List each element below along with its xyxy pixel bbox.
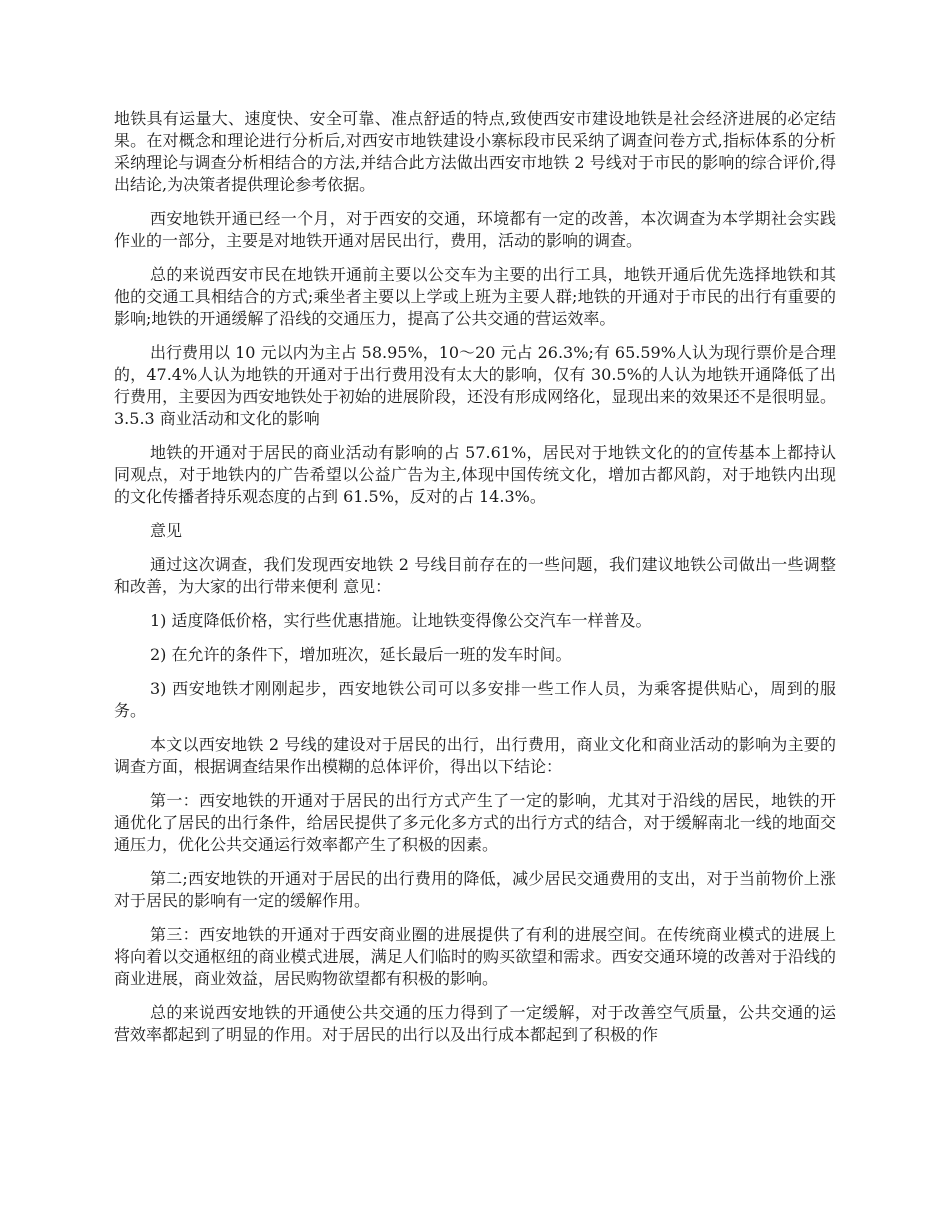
paragraph-travel-summary: 总的来说西安市民在地铁开通前主要以公交车为主要的出行工具，地铁开通后优先选择地铁和其他的交通工具相结合的方式;乘坐者主要以上学或上班为主要人群;地铁的开通对于市民的出行有重要的影响;地铁的开通缓解了沿线的交通压力，提高了公共交通的营运效率。 bbox=[114, 265, 836, 328]
conclusion-first: 第一：西安地铁的开通对于居民的出行方式产生了一定的影响，尤其对于沿线的居民，地铁的开通优化了居民的出行条件，给居民提供了多元化多方式的出行方式的结合，对于缓解南北一线的地面交通压力，优化公共交通运行效率都产生了积极的因素。 bbox=[114, 791, 836, 854]
paragraph-suggestions-intro: 通过这次调查，我们发现西安地铁 2 号线目前存在的一些问题，我们建议地铁公司做出一些调整和改善，为大家的出行带来便利 意见： bbox=[114, 555, 836, 596]
paragraph-overall-summary: 总的来说西安地铁的开通使公共交通的压力得到了一定缓解，对于改善空气质量，公共交通的运营效率都起到了明显的作用。对于居民的出行以及出行成本都起到了积极的作 bbox=[114, 1003, 836, 1044]
paragraph-intro: 西安地铁开通已经一个月，对于西安的交通，环境都有一定的改善，本次调查为本学期社会实践作业的一部分，主要是对地铁开通对居民出行，费用，活动的影响的调查。 bbox=[114, 209, 836, 250]
suggestion-item-1: 1) 适度降低价格，实行些优惠措施。让地铁变得像公交汽车一样普及。 bbox=[150, 611, 652, 630]
paragraph-cost: 出行费用以 10 元以内为主占 58.95%，10～20 元占 26.3%;有 65.59%人认为现行票价是合理的，47.4%人认为地铁的开通对于出行费用没有太大的影响，仅有 30.5%的人认为地铁开通降低了出行费用，主要因为西安地铁处于初始的进展阶段，还没有形成网络化，显现出来的效果还不是很明显。 3.5.3 商业活动和文化的影响 bbox=[114, 343, 836, 428]
paragraph-commerce: 地铁的开通对于居民的商业活动有影响的占 57.61%，居民对于地铁文化的的宣传基本上都持认同观点，对于地铁内的广告希望以公益广告为主,体现中国传统文化，增加古都风韵，对于地铁内出现的文化传播者持乐观态度的占到 61.5%，反对的占 14.3%。 bbox=[114, 443, 836, 506]
document-body bbox=[114, 108, 836, 1058]
paragraph-abstract: 地铁具有运量大、速度快、安全可靠、准点舒适的特点,致使西安市建设地铁是社会经济进展的必定结果。在对概念和理论进行分析后,对西安市地铁建设小寨标段市民采纳了调查问卷方式,指标体系的分析采纳理论与调查分析相结合的方法,并结合此方法做出西安市地铁 2 号线对于市民的影响的综合评价,得出结论,为决策者提供理论参考依据。 bbox=[114, 109, 836, 194]
conclusion-third: 第三：西安地铁的开通对于西安商业圈的进展提供了有利的进展空间。在传统商业模式的进展上将向着以交通枢纽的商业模式进展，满足人们临时的购买欲望和需求。西安交通环境的改善对于沿线的商业进展，商业效益，居民购物欲望都有积极的影响。 bbox=[114, 925, 836, 988]
suggestion-item-3: 3) 西安地铁才刚刚起步，西安地铁公司可以多安排一些工作人员，为乘客提供贴心，周到的服务。 bbox=[114, 679, 836, 720]
conclusion-second: 第二;西安地铁的开通对于居民的出行费用的降低，减少居民交通费用的支出，对于当前物价上涨对于居民的影响有一定的缓解作用。 bbox=[114, 869, 836, 910]
paragraph-conclusion-intro: 本文以西安地铁 2 号线的建设对于居民的出行，出行费用，商业文化和商业活动的影响为主要的调查方面，根据调查结果作出模糊的总体评价，得出以下结论： bbox=[114, 735, 836, 776]
suggestion-item-2: 2) 在允许的条件下，增加班次，延长最后一班的发车时间。 bbox=[150, 645, 572, 664]
section-heading-opinions: 意见 bbox=[150, 521, 183, 540]
